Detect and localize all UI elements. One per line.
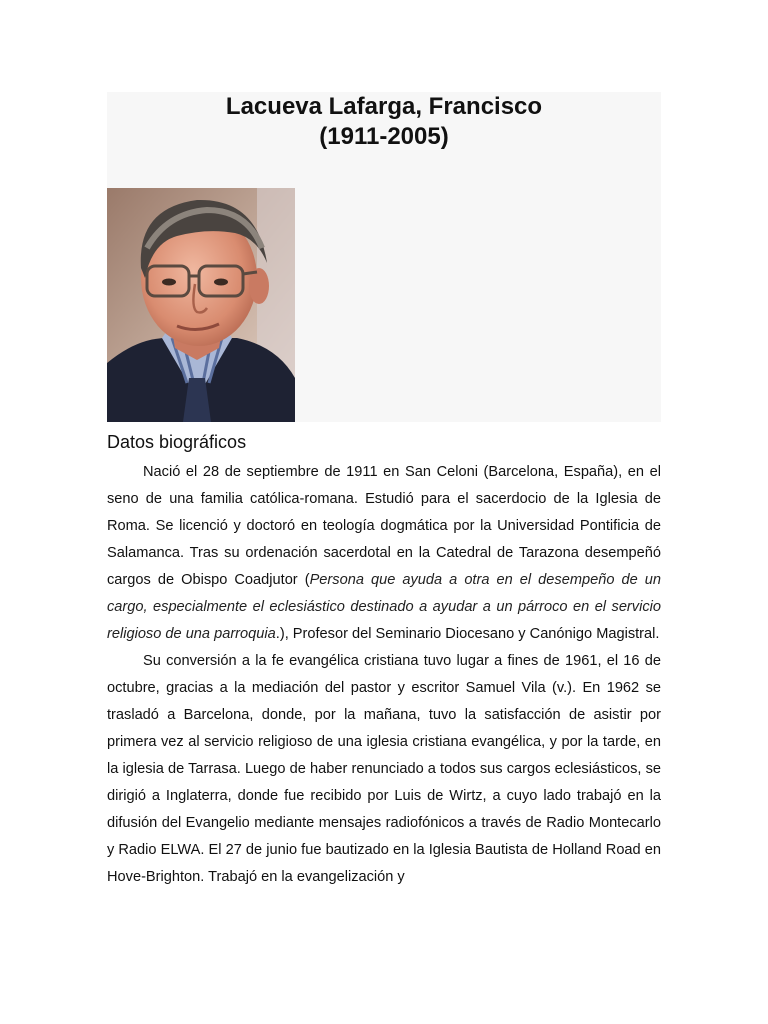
paragraph-text: ), Profesor del Seminario Diocesano y Canónigo Magistral.: [279, 626, 660, 642]
body-text: [107, 459, 661, 891]
portrait-photo: [107, 188, 295, 422]
paragraph-text: Nació el 28 de septiembre de 1911 en San Celoni (Barcelona, España), en el seno de una familia católica-romana. Estudió para el sacerdocio de la Iglesia de Roma. Se licenció y doctoró en teología dogmática por la Universidad Pontificia de Salamanca. Tras su ordenación sacerdotal en la Catedral de Tarazona desempeñó cargos de Obispo Coadjutor (: [107, 464, 661, 588]
title-name: Lacueva Lafarga, Francisco: [225, 93, 543, 120]
title-dates: (1911-2005): [319, 123, 449, 150]
page-title: [107, 92, 661, 152]
paragraph: [107, 459, 661, 648]
section-heading: Datos biográficos: [107, 432, 247, 452]
definition-end: .: [275, 626, 280, 642]
paragraph: Su conversión a la fe evangélica cristiana tuvo lugar a fines de 1961, el 16 de octubre, gracias a la mediación del pastor y escritor Samuel Vila (v.). En 1962 se trasladó a Barcelona, donde, por la mañana, tuvo la satisfacción de asistir por primera vez al servicio religioso de una iglesia cristiana evangélica, y por la tarde, en la iglesia de Tarrasa. Luego de haber renunciado a todos sus cargos eclesiásticos, se dirigió a Inglaterra, donde fue recibido por Luis de Wirtz, a cuyo lado trabajó en la difusión del Evangelio mediante mensajes radiofónicos a través de Radio Montecarlo y Radio ELWA. El 27 de junio fue bautizado en la Iglesia Bautista de Holland Road en Hove-Brighton. Trabajó en la evangelización y: [107, 653, 661, 885]
definition-text: Persona que ayuda a otra en el desempeño de un cargo, especialmente el eclesiástico destinado a ayudar a un párroco en el servicio religioso de una parroquia: [107, 572, 661, 642]
